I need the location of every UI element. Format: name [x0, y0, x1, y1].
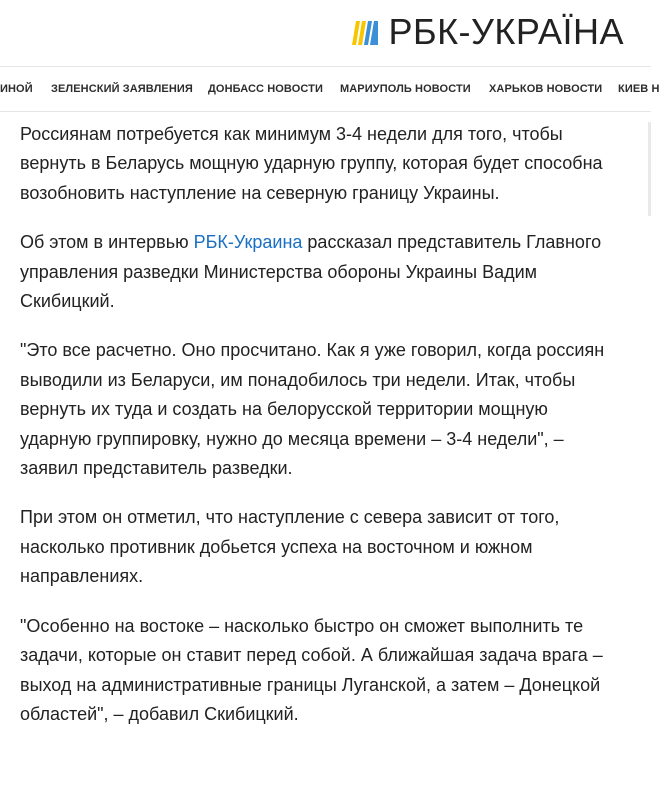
top-nav	[0, 67, 660, 112]
nav-item-kiev[interactable]: КИЕВ Н	[618, 83, 660, 95]
article-paragraph: "Это все расчетно. Оно просчитано. Как я уже говорил, когда россиян выводили из Беларуси, им понадобилось три недели. Итак, чтобы вернуть их туда и создать на белорусской территории мощную ударную группировку, нужно до месяца времени – 3-4 недели", – заявил представитель разведки.	[20, 340, 605, 479]
site-logo[interactable]	[350, 12, 624, 52]
nav-item-mariupol[interactable]: МАРИУПОЛЬ НОВОСТИ	[340, 83, 471, 95]
paragraph-text: Об этом в интервью	[20, 232, 194, 253]
article-body	[20, 120, 620, 749]
article-paragraph	[20, 228, 620, 316]
paragraph-text: рассказал представитель Главного управления разведки Министерства обороны Украины Вадим Скибицкий.	[20, 232, 602, 312]
nav-item-zelensky[interactable]: ЗЕЛЕНСКИЙ ЗАЯВЛЕНИЯ	[51, 83, 193, 95]
article-paragraph: "Особенно на востоке – насколько быстро он сможет выполнить те задачи, которые он ставит перед собой. А ближайшая задача врага – выход на административные границы Луганской, а затем – Донецкой областей", – добавил Скибицкий.	[20, 615, 603, 724]
logo-text: РБК-УКРАЇНА	[388, 11, 624, 52]
nav-item-kharkov[interactable]: ХАРЬКОВ НОВОСТИ	[489, 83, 603, 95]
article-paragraph: Россиянам потребуется как минимум 3-4 недели для того, чтобы вернуть в Беларусь мощную ударную группу, которая будет способна возобновить наступление на северную границу Украины.	[20, 124, 603, 203]
nav-item-donbass[interactable]: ДОНБАСС НОВОСТИ	[208, 83, 323, 95]
article-paragraph: При этом он отметил, что наступление с севера зависит от того, насколько противник добьется успеха на восточном и южном направлениях.	[20, 507, 560, 587]
site-header	[0, 0, 651, 67]
rbc-ukraine-link[interactable]: РБК-Украина	[193, 232, 303, 253]
scrollbar[interactable]	[648, 122, 651, 216]
nav-item-partial-left[interactable]: ИНОЙ	[0, 83, 33, 95]
logo-icon	[350, 17, 380, 47]
